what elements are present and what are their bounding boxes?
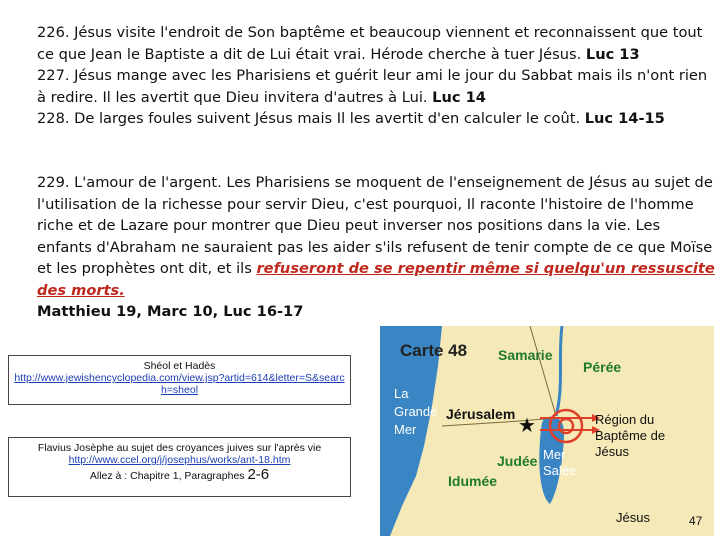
ref-226: Luc 13	[585, 45, 640, 63]
label-mer: Mer	[394, 422, 417, 437]
label-jerusalem: Jérusalem	[446, 406, 516, 422]
map-title: Carte 48	[400, 341, 468, 360]
chapter-range: 2-6	[247, 466, 270, 483]
label-judee: Judée	[497, 453, 538, 469]
josephus-link[interactable]: http://www.ccel.org/j/josephus/works/ant-18.htm	[68, 454, 291, 466]
label-idumee: Idumée	[448, 473, 498, 489]
jerusalem-star-icon: ★	[518, 413, 536, 437]
sheol-hades-box	[8, 355, 351, 405]
map-48	[380, 326, 714, 536]
para-228: 228. De larges foules suivent Jésus mais Il les avertit d'en calculer le coût.	[37, 110, 585, 127]
label-region-2: Baptême de	[595, 428, 666, 443]
label-mer-salee-1: Mer	[543, 447, 566, 462]
label-mer-salee-2: Salée	[543, 463, 577, 478]
sheol-title: Shéol et Hadès	[143, 360, 216, 372]
sheol-link[interactable]: http://www.jewishencyclopedia.com/view.jsp?artid=614&letter=S&search=sheol	[14, 372, 345, 396]
ref-228: Luc 14-15	[584, 110, 665, 127]
label-grande: Grande	[394, 404, 438, 419]
label-samarie: Samarie	[498, 347, 553, 363]
label-peree: Pérée	[583, 359, 622, 375]
para-227: 227. Jésus mange avec les Pharisiens et guérit leur ami le jour du Sabbat mais ils n'ont rien à redire. Il les avertit que Dieu invitera d'autres à Lui.	[37, 67, 708, 106]
chapter-prefix: Allez à : Chapitre 1, Paragraphes	[89, 470, 248, 482]
chapter-reference	[9, 466, 350, 483]
label-la: La	[394, 386, 409, 401]
josephus-title: Flavius Josèphe au sujet des croyances juives sur l'après vie	[37, 442, 322, 454]
ref-229: Matthieu 19, Marc 10, Luc 16-17	[37, 303, 304, 320]
page-number: 47	[689, 514, 703, 528]
para-226: 226. Jésus visite l'endroit de Son baptême et beaucoup viennent et reconnaissent que tout ce que Jean le Baptiste a dit de Lui était vrai. Hérode cherche à tuer Jésus.	[37, 24, 703, 63]
lesson-paragraphs-226-228	[37, 22, 715, 130]
lesson-paragraph-229	[37, 172, 715, 323]
label-jesus: Jésus	[616, 510, 650, 525]
label-region-1: Région du	[595, 412, 655, 427]
ref-227: Luc 14	[432, 88, 486, 106]
para-229: 229. L'amour de l'argent. Les Pharisiens se moquent de l'enseignement de Jésus au sujet de l'utilisation de la richesse pour servir Dieu, c'est pourquoi, Il raconte l'histoire de l'homme riche et de Lazare pour montrer que Dieu peut inverser nos positions dans la vie. Les enfants d'Abraham ne sauraient pas les aider s'ils refusent de tenir compte de ce que Moïse et les prophètes ont dit, et ils	[37, 174, 713, 277]
label-region-3: Jésus	[595, 444, 629, 459]
para-229-emphasis: refuseront de se repentir même si quelqu'un ressuscite des morts.	[37, 260, 715, 299]
josephus-box	[8, 437, 351, 497]
